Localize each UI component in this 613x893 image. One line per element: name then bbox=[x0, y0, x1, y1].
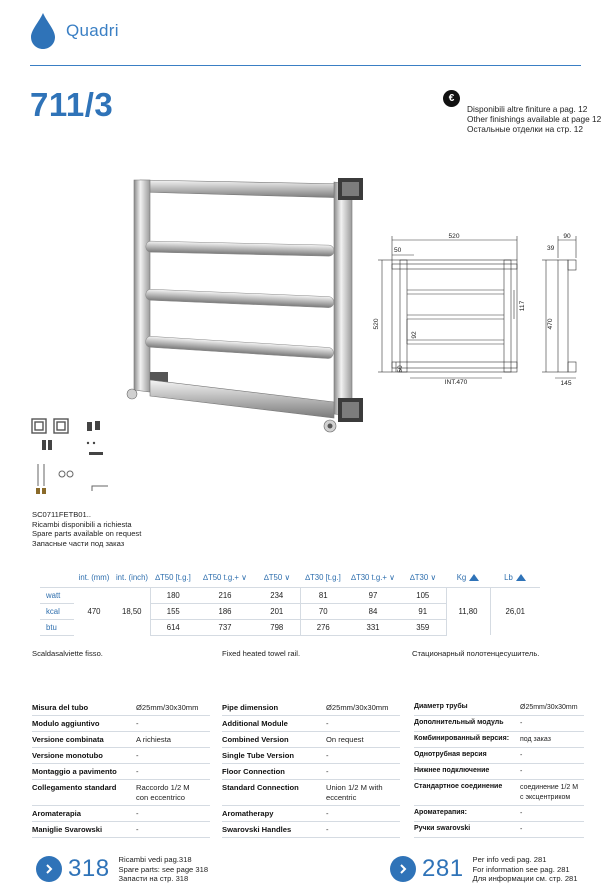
finishes-line-en: Other finishings available at page 12 bbox=[467, 114, 602, 124]
col-dt50-tgv: ∆T50 t.g.+ ∨ bbox=[203, 572, 247, 582]
dim-50-top: 50 bbox=[394, 247, 402, 254]
col-int-mm: int. (mm) bbox=[78, 572, 110, 582]
table-cell: 737 bbox=[196, 619, 254, 635]
euro-icon: € bbox=[443, 90, 460, 107]
table-cell: 70 bbox=[300, 603, 346, 619]
table-cell: 155 bbox=[150, 603, 196, 619]
spare-parts-line-it: Ricambi disponibili a richiesta bbox=[32, 519, 132, 529]
spec-row: Montaggio a pavimento - bbox=[32, 764, 210, 780]
brand-name: Quadri bbox=[66, 21, 119, 40]
spec-row: Aromaterapia - bbox=[32, 806, 210, 822]
dim-39: 39 bbox=[547, 245, 555, 252]
header-divider bbox=[30, 65, 581, 66]
table-cell: 186 bbox=[196, 603, 254, 619]
lb-value: 26,01 bbox=[490, 587, 540, 635]
table-cell: 201 bbox=[254, 603, 300, 619]
spec-row: Нижнее подключение - bbox=[414, 764, 584, 780]
spec-row: Ручки swarovski - bbox=[414, 822, 584, 838]
dim-117: 117 bbox=[519, 300, 526, 312]
spec-row: Floor Connection - bbox=[222, 764, 400, 780]
spare-parts-link[interactable]: 318 Ricambi vedi pag.318 Spare parts: see page 318 Запасти на стр. 318 bbox=[36, 855, 208, 884]
kg-label: Kg bbox=[456, 572, 467, 582]
col-lb bbox=[490, 568, 540, 587]
spec-row: Versione combinata A richiesta bbox=[32, 732, 210, 748]
spec-row: Aromatherapy - bbox=[222, 806, 400, 822]
spec-row: Combined Version On request bbox=[222, 732, 400, 748]
spec-row: Диаметр трубы Ø25mm/30x30mm bbox=[414, 700, 584, 716]
performance-table bbox=[40, 568, 540, 636]
table-cell: 180 bbox=[150, 587, 196, 603]
spec-table-en bbox=[222, 700, 400, 838]
dim-depth-90: 90 bbox=[563, 233, 571, 240]
spare-parts-image bbox=[30, 416, 120, 501]
description-ru: Стационарный полотенцесушитель. bbox=[412, 649, 540, 658]
table-cell: 798 bbox=[254, 619, 300, 635]
dim-145: 145 bbox=[560, 380, 572, 387]
table-cell: 234 bbox=[254, 587, 300, 603]
table-cell: 91 bbox=[400, 603, 446, 619]
spec-row: Однотрубная версия - bbox=[414, 748, 584, 764]
spec-row: Стандартное соединение соединение 1/2 M с эксцентриком bbox=[414, 780, 584, 806]
spare-parts-info bbox=[32, 510, 141, 548]
kg-value: 11,80 bbox=[446, 587, 490, 635]
footer-page-left: 318 bbox=[68, 855, 110, 883]
dim-int-470: INT.470 bbox=[444, 379, 468, 386]
spec-row: Versione monotubo - bbox=[32, 748, 210, 764]
finishes-note bbox=[443, 90, 601, 134]
col-kg bbox=[446, 568, 490, 587]
col-int-inch: int. (inch) bbox=[115, 572, 149, 582]
finishes-line-it: Disponibili altre finiture a pag. 12 bbox=[467, 104, 588, 114]
table-cell: 614 bbox=[150, 619, 196, 635]
row-label: btu bbox=[40, 619, 74, 635]
water-drop-icon bbox=[30, 12, 56, 50]
spec-row: Swarovski Handles - bbox=[222, 822, 400, 838]
spare-parts-line-en: Spare parts available on request bbox=[32, 529, 142, 539]
col-dt30-tg: ∆T30 [t.g.] bbox=[305, 572, 341, 582]
dim-50-bottom: 50 bbox=[397, 365, 404, 373]
spec-row: Дополнительный модуль - bbox=[414, 716, 584, 732]
chevron-right-icon bbox=[36, 856, 62, 882]
row-label: kcal bbox=[40, 603, 74, 619]
table-cell: 105 bbox=[400, 587, 446, 603]
spec-table-it bbox=[32, 700, 210, 838]
spec-table-ru bbox=[414, 700, 584, 838]
spec-row: Pipe dimension Ø25mm/30x30mm bbox=[222, 700, 400, 716]
spec-row: Modulo aggiuntivo - bbox=[32, 716, 210, 732]
info-link[interactable]: 281 Per info vedi pag. 281 For information see pag. 281 Для информации см. стр. 281 bbox=[390, 855, 577, 884]
spare-parts-code: SC0711FETB01.. bbox=[32, 510, 91, 519]
spec-row: Collegamento standard Raccordo 1/2 M con eccentrico bbox=[32, 780, 210, 806]
col-dt50-tg: ∆T50 [t.g.] bbox=[155, 572, 191, 582]
table-cell: 331 bbox=[346, 619, 400, 635]
model-number: 711/3 bbox=[30, 86, 114, 123]
dim-width-520: 520 bbox=[448, 233, 460, 240]
table-cell: 216 bbox=[196, 587, 254, 603]
table-cell: 81 bbox=[300, 587, 346, 603]
dim-92: 92 bbox=[411, 331, 418, 339]
int-mm-value: 470 bbox=[74, 587, 114, 635]
lb-label: Lb bbox=[504, 572, 513, 582]
description-en: Fixed heated towel rail. bbox=[222, 649, 301, 658]
description-it: Scaldasalviette fisso. bbox=[32, 649, 103, 658]
dim-470: 470 bbox=[547, 318, 554, 330]
table-cell: 276 bbox=[300, 619, 346, 635]
spec-row: Misura del tubo Ø25mm/30x30mm bbox=[32, 700, 210, 716]
spec-row: Additional Module - bbox=[222, 716, 400, 732]
spec-row: Комбинированный версия: под заказ bbox=[414, 732, 584, 748]
footer-page-right: 281 bbox=[422, 855, 464, 883]
table-row bbox=[40, 587, 540, 603]
finishes-line-ru: Остальные отделки на стр. 12 bbox=[467, 124, 584, 134]
spec-row: Ароматерапия: - bbox=[414, 806, 584, 822]
weight-icon bbox=[469, 574, 479, 581]
row-label: watt bbox=[40, 587, 74, 603]
table-cell: 97 bbox=[346, 587, 400, 603]
table-cell: 84 bbox=[346, 603, 400, 619]
spare-parts-line-ru: Запасные части под заказ bbox=[32, 538, 125, 548]
table-cell: 359 bbox=[400, 619, 446, 635]
product-image bbox=[120, 170, 380, 440]
brand-header bbox=[30, 10, 119, 52]
technical-drawing bbox=[372, 228, 592, 393]
spec-row: Standard Connection Union 1/2 M with eccentric bbox=[222, 780, 400, 806]
weight-icon bbox=[516, 574, 526, 581]
dim-height-520: 520 bbox=[373, 318, 380, 330]
spec-row: Single Tube Version - bbox=[222, 748, 400, 764]
int-inch-value: 18,50 bbox=[114, 587, 150, 635]
col-dt30-v: ∆T30 ∨ bbox=[409, 572, 437, 582]
chevron-right-icon bbox=[390, 856, 416, 882]
col-dt50-v: ∆T50 ∨ bbox=[263, 572, 291, 582]
col-dt30-tgv: ∆T30 t.g.+ ∨ bbox=[351, 572, 395, 582]
spec-row: Maniglie Svarowski - bbox=[32, 822, 210, 838]
